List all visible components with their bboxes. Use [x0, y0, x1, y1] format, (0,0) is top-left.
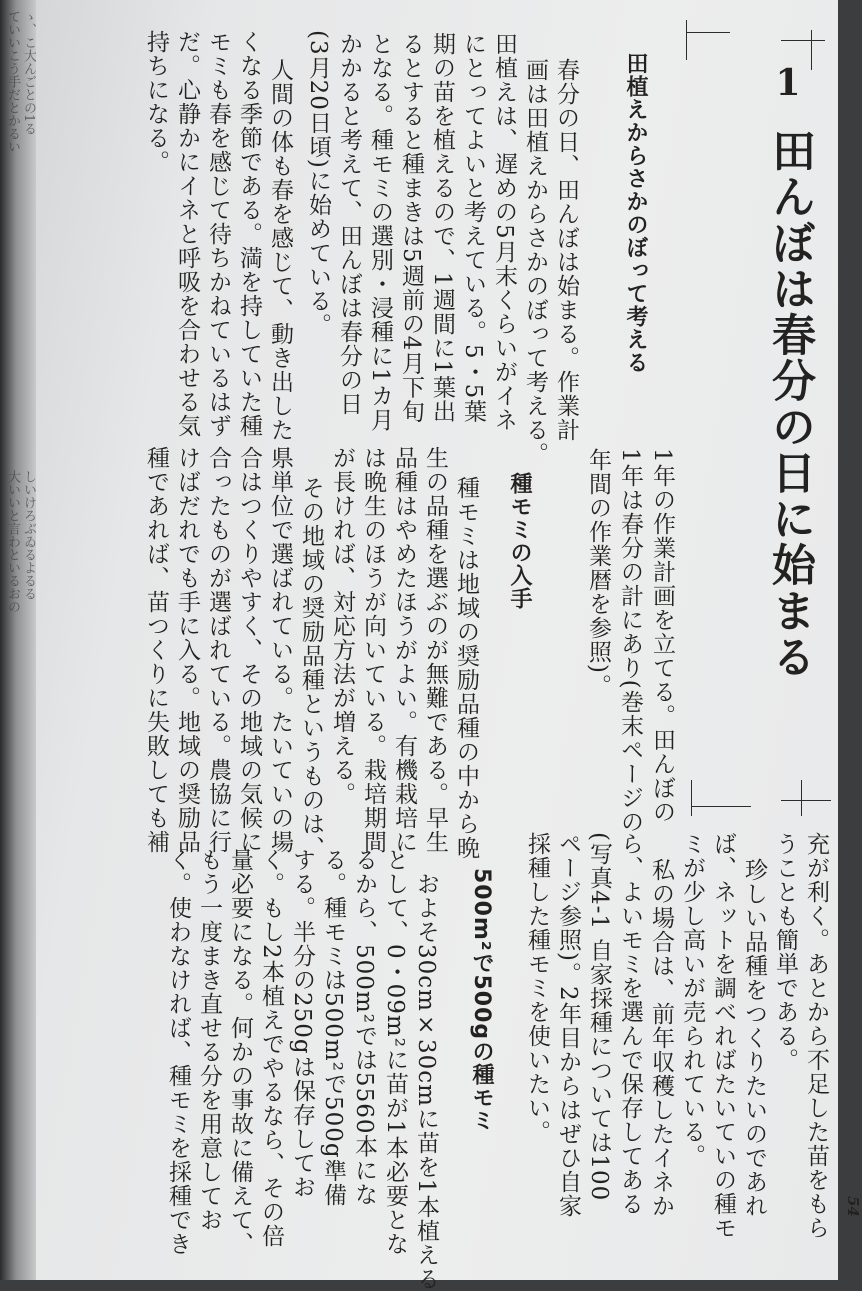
- chapter-number: 1: [775, 62, 801, 104]
- lower-paragraph-column: ミが少し高いが売られている。: [679, 832, 705, 1168]
- middle-paragraph-column: その地域の奨励品種というものは、: [298, 476, 324, 860]
- chapter-title: 田んぼは春分の日に始まる: [764, 128, 815, 680]
- upper-paragraph-column: くなる季節である。満を持していた種: [236, 30, 262, 438]
- page-number: 54: [844, 1196, 862, 1217]
- lower-paragraph-column: 充が利く。あとから不足した苗をもら: [803, 832, 829, 1240]
- upper-paragraph-column: かかると考えて、田んぼは春分の日: [336, 32, 362, 416]
- upper-paragraph-column: にとってよいと考えている。5・5葉: [460, 32, 486, 424]
- crop-mark: [781, 40, 825, 41]
- middle-paragraph-column: 合はつくりやすく、その地域の気候に: [236, 446, 262, 854]
- middle-paragraph-column: けばだれでも手に入る。地域の奨励品: [174, 446, 200, 854]
- middle-paragraph-column: 種であれば、苗つくりに失敗しても補: [143, 446, 169, 854]
- prev-page-text: ゝ、こ大んごとの1る: [21, 10, 36, 136]
- lower-paragraph-column: く。もし2本植えでやるなら、その倍: [258, 848, 284, 1248]
- crop-mark: [691, 806, 751, 807]
- lower-paragraph-column: として、0・09m²に苗が1本必要とな: [382, 848, 408, 1256]
- upper-paragraph-column: となる。種モミの選別・浸種に1カ月: [367, 32, 393, 432]
- section-heading: 500m²で500gの種モミ: [469, 868, 494, 1133]
- upper-paragraph-column: 期の苗を植えるので、1週間に1葉出: [429, 32, 455, 424]
- lower-paragraph-column: く。使わなければ、種モミを採種でき: [165, 848, 191, 1256]
- lower-paragraph-column: およそ30cm×30cmに苗を1本植える: [413, 872, 439, 1291]
- middle-paragraph-column: 合ったものが選ばれている。農協に行: [205, 446, 231, 854]
- middle-paragraph-column: が長ければ、対応方法が増える。: [329, 446, 355, 806]
- middle-paragraph-column: 種モミは地域の奨励品種の中から晩: [453, 476, 479, 860]
- section-heading: 田植えからさかのぼって考える: [623, 52, 648, 374]
- lower-paragraph-column: もう一度まき直せる分を用意してお: [196, 848, 222, 1232]
- middle-paragraph-column: 生の品種を選ぶのが無難である。早生: [422, 446, 448, 854]
- middle-paragraph-column: は晩生のほうが向いている。栽培期間: [360, 446, 386, 854]
- upper-paragraph-column: だ。心静かにイネと呼吸を合わせる気: [174, 30, 200, 438]
- note-column: 1年の作業計画を立てる。田んぼの: [649, 448, 675, 824]
- upper-paragraph-column: 持ちになる。: [143, 30, 169, 174]
- lower-paragraph-column: ば、ネットを調べればたいていの種モ: [710, 832, 736, 1240]
- lower-paragraph-column: 私の場合は、前年収穫したイネか: [648, 858, 674, 1218]
- lower-paragraph-column: 採種した種モミを使いたい。: [524, 832, 550, 1144]
- crop-mark: [811, 30, 812, 70]
- lower-paragraph-column: る。種モミは500m²で500g準備: [320, 848, 346, 1207]
- lower-paragraph-column: (写真4-1 自家採種については100: [586, 832, 612, 1202]
- middle-paragraph-column: 県単位で選ばれている。たいていの場: [267, 446, 293, 854]
- note-column: 年間の作業暦を参照)。: [585, 448, 611, 698]
- crop-mark: [686, 32, 730, 33]
- lower-paragraph-column: 珍しい品種をつくりたいのであれ: [741, 858, 767, 1218]
- upper-paragraph-column: るとすると種まきは5週前の4月下旬: [398, 32, 424, 424]
- upper-paragraph-column: 画は田植えからさかのぼって考える。: [522, 58, 548, 466]
- middle-paragraph-column: 品種はやめたほうがよい。有機栽培に: [391, 446, 417, 854]
- prev-page-text: ていいこう手だとかるい: [5, 10, 20, 153]
- book-page: [36, 0, 862, 1291]
- crop-mark: [686, 20, 687, 60]
- upper-paragraph-column: 人間の体も春を感じて、動き出した: [267, 58, 293, 442]
- previous-page-edge: [0, 0, 36, 1280]
- prev-page-text: 大いいと言わといるおの: [5, 470, 20, 613]
- section-heading: 種モミの入手: [507, 472, 532, 610]
- lower-paragraph-column: する。半分の250gは保存してお: [289, 848, 315, 1199]
- upper-paragraph-column: 田植えは、遅めの5月末くらいがイネ: [491, 32, 517, 432]
- note-column: 1年は春分の計にあり(巻末ページの: [617, 448, 643, 834]
- crop-mark: [781, 800, 831, 801]
- upper-paragraph-column: (3月20日頃)に始めている。: [305, 30, 331, 337]
- lower-paragraph-column: ページ参照)。2年目からはぜひ自家: [555, 832, 581, 1218]
- lower-paragraph-column: ら、よいモミを選んで保存してある: [617, 832, 643, 1216]
- lower-paragraph-column: うことも簡単である。: [772, 832, 798, 1072]
- crop-mark: [801, 780, 802, 816]
- crop-mark: [691, 780, 692, 816]
- prev-page-text: しいけろぶゐるよるる: [21, 470, 36, 600]
- lower-paragraph-column: るから、500m²では5560本にな: [351, 848, 377, 1207]
- lower-paragraph-column: 量必要になる。何かの事故に備えて、: [227, 848, 253, 1256]
- upper-paragraph-column: モミも春を感じて待ちかねているはず: [205, 30, 231, 438]
- upper-paragraph-column: 春分の日、田んぼは始まる。作業計: [553, 58, 579, 442]
